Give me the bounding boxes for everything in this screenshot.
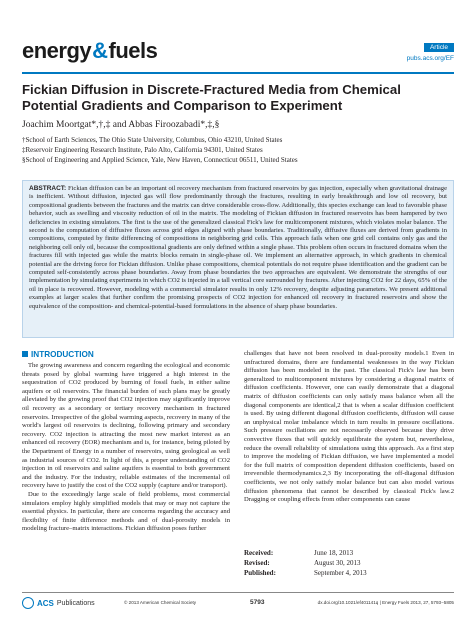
section-heading-text: INTRODUCTION (31, 350, 94, 359)
publication-dates (244, 548, 454, 578)
body-column-right (244, 350, 454, 505)
body-column-left (22, 362, 230, 534)
section-heading-introduction (22, 350, 94, 359)
body-paragraph: The growing awareness and concern regarding the ecological and economic threats posed by global warming have triggered a high interest in the sequestration of CO2 produced by burning of fossil fuels, in either saline aquifers or oil reservoirs. The financial burden of such plans may be greatly alleviated by the growing proof that CO2 injection may significantly improve oil recovery as a secondary or tertiary recovery mechanism in fractured reservoirs. Irrespective of the global warming aspects, recovery in many of the world's largest oil reservoirs is declining, following primary and secondary recovery. CO2 injection is attracting the most new market interest as an enhanced oil recovery (EOR) mechanism and is, for instance, being piloted by the Department of Energy in a number of reservoirs, using geological as well as industrial sources of CO2. In light of this, a proper understanding of CO2 injection in oil reservoirs and saline aquifers is essential to both government and the industry. For the industry, reliable estimates of the incremental oil recovery have to justify the cost of the CO2 supply (capture and/or transport). (22, 362, 230, 490)
date-value: August 30, 2013 (314, 559, 361, 567)
logo-word-fuels: fuels (108, 38, 158, 63)
publisher-name: ACS (37, 598, 54, 608)
date-label: Revised: (244, 559, 270, 567)
journal-logo[interactable] (22, 38, 157, 64)
affiliation-item: ‡Reservoir Engineering Research Institute, Palo Alto, California 94301, United States (22, 146, 263, 154)
author-list: Joachim Moortgat*,†,‡ and Abbas Firoozabadi*,‡,§ (22, 120, 220, 130)
date-value: June 18, 2013 (314, 549, 354, 557)
date-label: Published: (244, 569, 276, 577)
doi-citation-link[interactable]: dx.doi.org/10.1021/ef401141q | Energy Fuels 2013, 27, 5793−5805 (317, 600, 454, 605)
date-value: September 4, 2013 (314, 569, 367, 577)
page-number: 5793 (250, 599, 265, 606)
date-label: Received: (244, 549, 274, 557)
date-row-revised (244, 558, 454, 568)
abstract-text: Fickian diffusion can be an important oil recovery mechanism from fractured reservoirs by gas injection, especially when gravitational drainage is inefficient. Without diffusion, injected gas will flow predominantly through the fractures, resulting in early breakthrough and low oil recovery, but compositional gradients between the fractures and the matrix can drive considerable cross-flow. Additionally, this species exchange can lead to favorable phase behavior, such as swelling and viscosity reduction of oil in the matrix. The modeling of Fickian diffusion in fractured reservoirs has been hampered by two deficiencies in existing simulators. The first is the use of the generalized classical Fick's law for multicomponent mixtures, which violates molar balance. The second is the computation of diffusive fluxes across grid edges aligned with phase boundaries. Traditionally, diffusive fluxes are derived from gradients in compositions, computed by finite differencing of compositions in neighboring grid cells. This approach fails when one grid cell contains only gas and the neighboring cell only oil, because the compositional gradients are only defined within a single phase. This problem often occurs in fractured domains when the fractures fill with injected gas while the matrix blocks remain in single-phase oil. We implement an alternative approach, in which gradients in chemical potential are the driving force for Fickian diffusion. Unlike phase compositions, chemical potentials do not require phase identification and the gradient can be computed self-consistently across phase boundaries. Away from phase boundaries the two approaches are equivalent. We demonstrate the strengths of our implementation by simulating experiments in which CO2 is injected in a tall vertical core surrounded by fractures. After injecting CO2 for 22 days, 65% of the oil in place is recovered. However, modeling with a commercial simulator results in only 12% recovery, despite adjusting parameters. We present additional examples at larger scales that further confirm the promising prospects of CO2 injection for enhanced oil recovery in fractured reservoirs and show the equivalence of the composition- and chemical-potential-based formulations in the absence of sharp phase boundaries. (29, 185, 447, 310)
acs-emblem-icon (22, 597, 34, 609)
affiliation-item: §School of Engineering and Applied Science, Yale, New Haven, Connecticut 06511, United States (22, 156, 298, 164)
page-footer (22, 597, 454, 611)
logo-ampersand: & (92, 38, 108, 63)
abstract-label: ABSTRACT: (29, 185, 67, 192)
section-marker-icon (22, 351, 28, 357)
logo-word-energy: energy (22, 38, 92, 63)
date-row-received (244, 548, 454, 558)
affiliation-item: †School of Earth Sciences, The Ohio State University, Columbus, Ohio 43210, United States (22, 136, 283, 144)
affiliations (22, 135, 454, 165)
copyright-notice: © 2013 American Chemical Society (124, 600, 197, 605)
paper-title: Fickian Diffusion in Discrete-Fractured Media from Chemical Potential Gradients and Comparison to Experiment (22, 82, 401, 113)
date-row-published (244, 568, 454, 578)
body-paragraph: Due to the exceedingly large scale of field problems, most commercial simulators employ highly simplified models that may or may not capture the essential physics. In particular, there are concerns regarding the accuracy and flexibility of finite difference methods and of dual-porosity models in modeling fracture–matrix interactions. Fickian diffusion poses further (22, 490, 230, 533)
journal-header (22, 38, 454, 74)
journal-url-link[interactable]: pubs.acs.org/EF (406, 55, 454, 62)
body-paragraph: challenges that have not been resolved in dual-porosity models.1 Even in unfractured domains, there are fundamental weaknesses in the way Fickian diffusion has been modeled in the past. The classical Fick's law has been generalized to multicomponent mixtures by considering a diagonal matrix of diffusion coefficients. However, one can easily demonstrate that a diagonal matrix of diffusion coefficients can only satisfy mass balance when all the diagonal components are identical,2 that is when a scalar diffusion coefficient is used. By using different diagonal diffusion coefficients, diffusion will cause an unphysical molar imbalance which in turn results in pressure oscillations. Such pressure oscillations are not necessarily observed because they drive convective fluxes that will quickly equilibrate the system but, nevertheless, reduce the overall reliability of simulations using this approach. As a first step to improve the modeling of Fickian diffusion, we have implemented a model for the full matrix of composition dependent diffusion coefficients, based on irreversible thermodynamics.2,3 By incorporating the off-diagonal diffusion coefficients, we not only satisfy molar balance but can also model various diffusion phenomena that cannot be described by classical Fick's law.2 Dragging or coupling effects from other components can cause (244, 350, 454, 504)
abstract-box (22, 180, 454, 338)
header-divider (22, 72, 454, 74)
publisher-suffix: Publications (56, 599, 95, 607)
acs-publications-logo[interactable] (22, 597, 95, 609)
article-type-badge: Article (424, 43, 454, 52)
footer-divider (22, 592, 454, 593)
